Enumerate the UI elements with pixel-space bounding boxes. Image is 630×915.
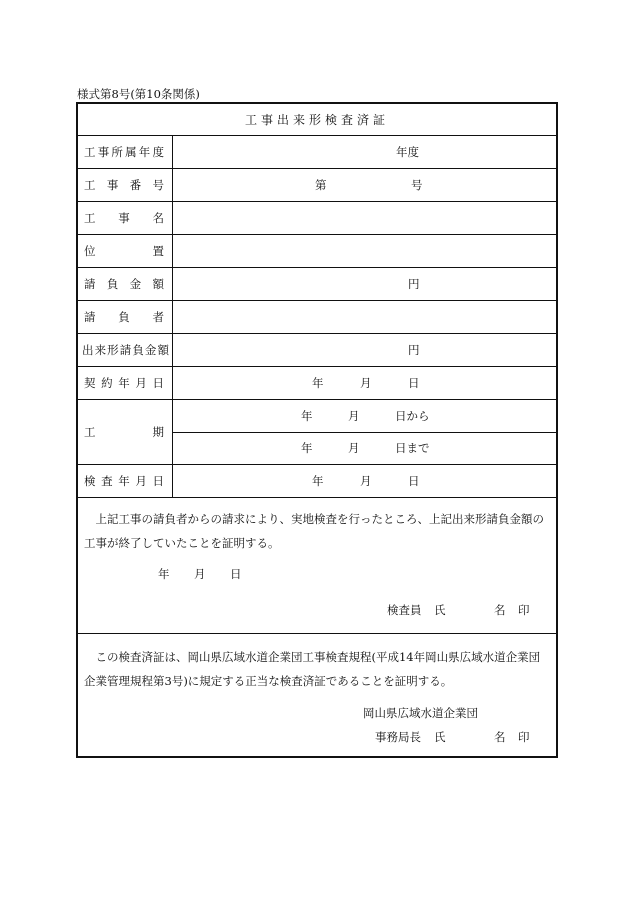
value-completed-amount[interactable] xyxy=(173,334,556,366)
certificate-date-month: 月 xyxy=(194,567,206,581)
label-location: 位 置 xyxy=(78,235,173,267)
contract-date-month: 月 xyxy=(360,376,372,390)
label-inspection-date: 検 査 年 月 日 xyxy=(78,465,173,497)
value-contract-amount[interactable] xyxy=(173,268,556,300)
label-contract-amount: 請 負 金 額 xyxy=(78,268,173,300)
validation-text: この検査済証は、岡山県広域水道企業団工事検査規程(平成14年岡山県広域水道企業団企業管理規程第3号)に規定する正当な検査済証であることを証明する。 xyxy=(84,650,541,688)
certificate-date-day: 日 xyxy=(230,567,242,581)
value-inspection-date[interactable] xyxy=(173,465,556,497)
certificate-text: 上記工事の請負者からの請求により、実地検査を行ったところ、上記出来形請負金額の工事が終了していたことを証明する。 xyxy=(84,512,544,550)
label-contractor: 請 負 者 xyxy=(78,301,173,333)
row-construction-name xyxy=(78,202,556,235)
period-end-day: 日まで xyxy=(395,441,430,456)
form-id: 様式第8号(第10条関係) xyxy=(77,87,200,101)
label-construction-no: 工 事 番 号 xyxy=(78,169,173,201)
row-inspection-date xyxy=(78,465,556,498)
value-construction-name[interactable] xyxy=(173,202,556,234)
validation-block xyxy=(78,634,556,756)
official-title: 事務局長 xyxy=(375,730,421,744)
period-start[interactable] xyxy=(173,400,556,432)
inspection-date-year: 年 xyxy=(312,474,324,488)
inspection-date-day: 日 xyxy=(408,474,420,488)
period-start-year: 年 xyxy=(301,408,313,423)
label-fiscal-year: 工 事 所 属 年 度 xyxy=(78,136,173,168)
fiscal-year-unit: 年度 xyxy=(396,145,419,159)
inspector-seal: 印 xyxy=(518,603,530,617)
period-end[interactable] xyxy=(173,432,556,465)
row-completed-amount xyxy=(78,334,556,367)
official-name-prefix: 氏 xyxy=(434,730,446,744)
value-fiscal-year[interactable] xyxy=(173,136,556,168)
certificate-date-year: 年 xyxy=(158,567,170,581)
row-construction-no xyxy=(78,169,556,202)
row-contractor xyxy=(78,301,556,334)
contract-amount-unit: 円 xyxy=(408,277,420,291)
inspection-date-month: 月 xyxy=(360,474,372,488)
construction-no-suffix: 号 xyxy=(411,178,423,192)
row-contract-amount xyxy=(78,268,556,301)
contract-date-year: 年 xyxy=(312,376,324,390)
label-completed-amount: 出 来 形 請 負 金 額 xyxy=(78,334,173,366)
label-contract-date: 契 約 年 月 日 xyxy=(78,367,173,399)
label-construction-name: 工 事 名 xyxy=(78,202,173,234)
period-end-year: 年 xyxy=(301,441,313,456)
inspector-name-prefix: 氏 xyxy=(434,603,446,617)
certificate-block xyxy=(78,498,556,634)
period-start-month: 月 xyxy=(348,408,360,423)
inspector-name-suffix: 名 xyxy=(494,603,506,617)
row-fiscal-year xyxy=(78,136,556,169)
row-period xyxy=(78,400,556,465)
period-start-day: 日から xyxy=(395,408,430,423)
form-title: 工事出来形検査済証 xyxy=(78,104,556,136)
value-location[interactable] xyxy=(173,235,556,267)
value-period xyxy=(173,400,556,464)
completed-amount-unit: 円 xyxy=(408,343,420,357)
organization-name: 岡山県広域水道企業団 xyxy=(363,706,478,720)
value-contractor[interactable] xyxy=(173,301,556,333)
official-name-suffix: 名 xyxy=(494,730,506,744)
period-end-month: 月 xyxy=(348,441,360,456)
value-construction-no[interactable] xyxy=(173,169,556,201)
label-period: 工 期 xyxy=(78,400,173,464)
row-contract-date xyxy=(78,367,556,400)
official-seal: 印 xyxy=(518,730,530,744)
row-location xyxy=(78,235,556,268)
value-contract-date[interactable] xyxy=(173,367,556,399)
inspection-certificate-form xyxy=(76,102,558,758)
inspector-title: 検査員 xyxy=(387,603,422,617)
contract-date-day: 日 xyxy=(408,376,420,390)
construction-no-prefix: 第 xyxy=(315,178,327,192)
